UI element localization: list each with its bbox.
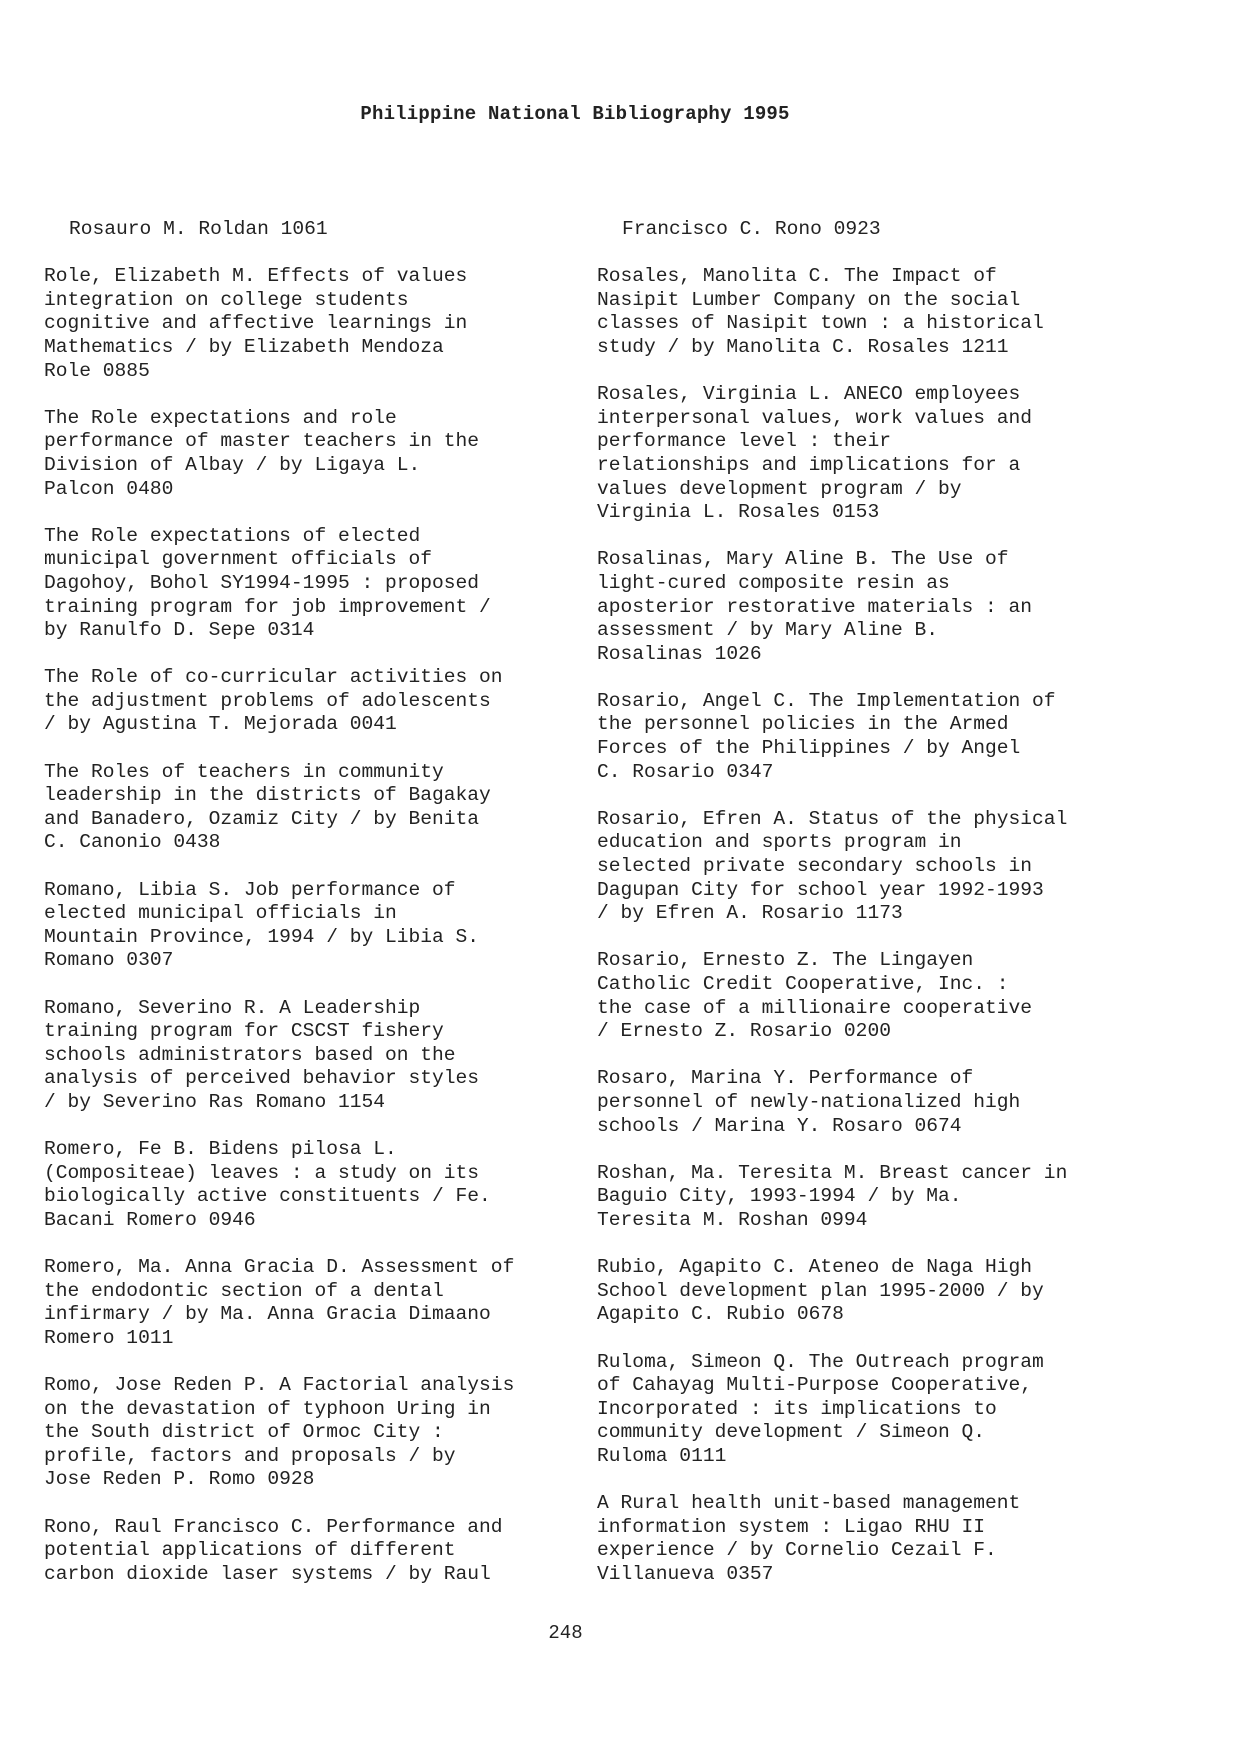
bibliography-entry [597,808,1117,926]
entry-line: The Role expectations of elected [44,524,421,547]
bibliography-entry [597,1256,1117,1327]
entry-line: Mathematics / by Elizabeth Mendoza [44,335,444,358]
bibliography-entry [597,1162,1117,1233]
entry-line: The Role expectations and role [44,406,397,429]
entry-line: Rosalinas 1026 [597,642,762,665]
entry-line: interpersonal values, work values and [597,406,1033,429]
entry-line: Mountain Province, 1994 / by Libia S. [44,925,480,948]
entry-line: selected private secondary schools in [597,855,1033,878]
entry-line: aposterior restorative materials : an [597,595,1033,618]
bibliography-entry [44,997,564,1115]
entry-line: the endodontic section of a dental [44,1279,444,1302]
bibliography-entry [44,265,564,383]
entry-line: Romo, Jose Reden P. A Factorial analysis [44,1374,515,1397]
entry-line: A Rural health unit-based management [597,1492,1021,1515]
entry-line: community development / Simeon Q. [597,1421,986,1444]
entry-line: integration on college students [44,288,409,311]
entry-line: C. Canonio 0438 [44,831,221,854]
entry-line: Rosario, Ernesto Z. The Lingayen [597,949,974,972]
entry-line: / by Severino Ras Romano 1154 [44,1090,385,1113]
entry-line: Villanueva 0357 [597,1562,774,1585]
bibliography-entry [597,690,1117,784]
entry-line: infirmary / by Ma. Anna Gracia Dimaano [44,1303,491,1326]
entry-line: Role 0885 [44,359,150,382]
entry-line: Romero 1011 [44,1326,174,1349]
bibliography-entry [44,1516,564,1587]
entry-line: elected municipal officials in [44,902,397,925]
entry-line: assessment / by Mary Aline B. [597,619,938,642]
entry-line: Rosalinas, Mary Aline B. The Use of [597,548,1009,571]
entry-line: Incorporated : its implications to [597,1397,997,1420]
page-number: 248 [548,1622,583,1644]
entry-line: cognitive and affective learnings in [44,312,468,335]
entry-line: Romano, Severino R. A Leadership [44,996,421,1019]
bibliography-entry [597,1351,1117,1469]
entry-line: relationships and implications for a [597,453,1021,476]
entry-line: Rosario, Angel C. The Implementation of [597,689,1056,712]
entry-line: experience / by Cornelio Cezail F. [597,1539,997,1562]
bibliography-entry [44,879,564,973]
entry-line: Rosauro M. Roldan 1061 [69,218,328,240]
entry-line: / Ernesto Z. Rosario 0200 [597,1020,891,1043]
entry-line: of Cahayag Multi-Purpose Cooperative, [597,1374,1033,1397]
entry-line: Role, Elizabeth M. Effects of values [44,265,468,288]
entry-line: Rosales, Manolita C. The Impact of [597,265,997,288]
bibliography-entry [597,949,1117,1043]
entry-line: schools administrators based on the [44,1043,456,1066]
entry-line: Roshan, Ma. Teresita M. Breast cancer in [597,1161,1068,1184]
entry-line: Rosaro, Marina Y. Performance of [597,1067,974,1090]
entry-line: Romano 0307 [44,949,174,972]
entry-line: Romero, Ma. Anna Gracia D. Assessment of [44,1256,515,1279]
bibliography-entry [597,218,1117,242]
entry-line: study / by Manolita C. Rosales 1211 [597,335,1009,358]
entry-line: the case of a millionaire cooperative [597,996,1033,1019]
bibliography-entry [597,383,1117,525]
bibliography-entry [44,666,564,737]
entry-line: biologically active constituents / Fe. [44,1185,491,1208]
entry-line: by Ranulfo D. Sepe 0314 [44,619,315,642]
entry-line: training program for job improvement / [44,595,491,618]
entry-line: (Compositeae) leaves : a study on its [44,1161,480,1184]
entry-line: leadership in the districts of Bagakay [44,784,491,807]
entry-line: values development program / by [597,477,962,500]
entry-line: performance level : their [597,430,891,453]
entry-line: information system : Ligao RHU II [597,1515,986,1538]
bibliography-entry [597,265,1117,359]
entry-line: Dagohoy, Bohol SY1994-1995 : proposed [44,571,480,594]
bibliography-entry [44,1374,564,1492]
entry-line: Bacani Romero 0946 [44,1208,256,1231]
entry-line: on the devastation of typhoon Uring in [44,1397,491,1420]
entry-line: and Banadero, Ozamiz City / by Benita [44,807,480,830]
entry-line: light-cured composite resin as [597,571,950,594]
entry-line: Agapito C. Rubio 0678 [597,1303,844,1326]
bibliography-entry [597,1067,1117,1138]
entry-line: / by Efren A. Rosario 1173 [597,902,903,925]
entry-line: Rono, Raul Francisco C. Performance and [44,1515,503,1538]
entry-line: Ruloma, Simeon Q. The Outreach program [597,1350,1044,1373]
bibliography-entry [44,1138,564,1232]
entry-line: C. Rosario 0347 [597,760,774,783]
entry-line: Rosario, Efren A. Status of the physical [597,807,1068,830]
entry-line: Dagupan City for school year 1992-1993 [597,878,1044,901]
entry-line: classes of Nasipit town : a historical [597,312,1044,335]
bibliography-entry [44,218,564,242]
entry-line: The Roles of teachers in community [44,760,444,783]
entry-line: analysis of perceived behavior styles [44,1067,480,1090]
bibliography-entry [44,525,564,643]
entry-line: the adjustment problems of adolescents [44,689,491,712]
entry-line: Nasipit Lumber Company on the social [597,288,1021,311]
entry-line: carbon dioxide laser systems / by Raul [44,1562,491,1585]
entry-line: Virginia L. Rosales 0153 [597,501,880,524]
entry-line: personnel of newly-nationalized high [597,1090,1021,1113]
bibliography-entry [44,761,564,855]
entry-line: education and sports program in [597,831,962,854]
entry-line: Division of Albay / by Ligaya L. [44,453,421,476]
entry-line: Romero, Fe B. Bidens pilosa L. [44,1138,397,1161]
entry-line: municipal government officials of [44,548,433,571]
entry-line: Teresita M. Roshan 0994 [597,1208,868,1231]
entry-line: School development plan 1995-2000 / by [597,1279,1044,1302]
bibliography-entry [44,1256,564,1350]
entry-line: the personnel policies in the Armed [597,713,1009,736]
bibliography-entry [597,1492,1117,1586]
entry-line: Rubio, Agapito C. Ateneo de Naga High [597,1256,1033,1279]
entry-line: Baguio City, 1993-1994 / by Ma. [597,1185,962,1208]
entry-line: the South district of Ormoc City : [44,1421,444,1444]
page-title: Philippine National Bibliography 1995 [360,103,790,125]
right-column [597,218,1117,1610]
entry-line: potential applications of different [44,1539,456,1562]
entry-line: The Role of co-curricular activities on [44,666,503,689]
entry-line: Rosales, Virginia L. ANECO employees [597,383,1021,406]
entry-line: Forces of the Philippines / by Angel [597,737,1021,760]
entry-line: profile, factors and proposals / by [44,1444,456,1467]
left-column [44,218,564,1610]
entry-line: Ruloma 0111 [597,1444,727,1467]
entry-line: schools / Marina Y. Rosaro 0674 [597,1114,962,1137]
bibliography-entry [44,407,564,501]
entry-line: Palcon 0480 [44,477,174,500]
entry-line: performance of master teachers in the [44,430,480,453]
entry-line: / by Agustina T. Mejorada 0041 [44,713,397,736]
entry-line: Jose Reden P. Romo 0928 [44,1468,315,1491]
entry-line: Catholic Credit Cooperative, Inc. : [597,973,1009,995]
entry-line: Romano, Libia S. Job performance of [44,878,456,901]
bibliography-entry [597,548,1117,666]
entry-line: training program for CSCST fishery [44,1020,444,1043]
entry-line: Francisco C. Rono 0923 [622,218,881,240]
